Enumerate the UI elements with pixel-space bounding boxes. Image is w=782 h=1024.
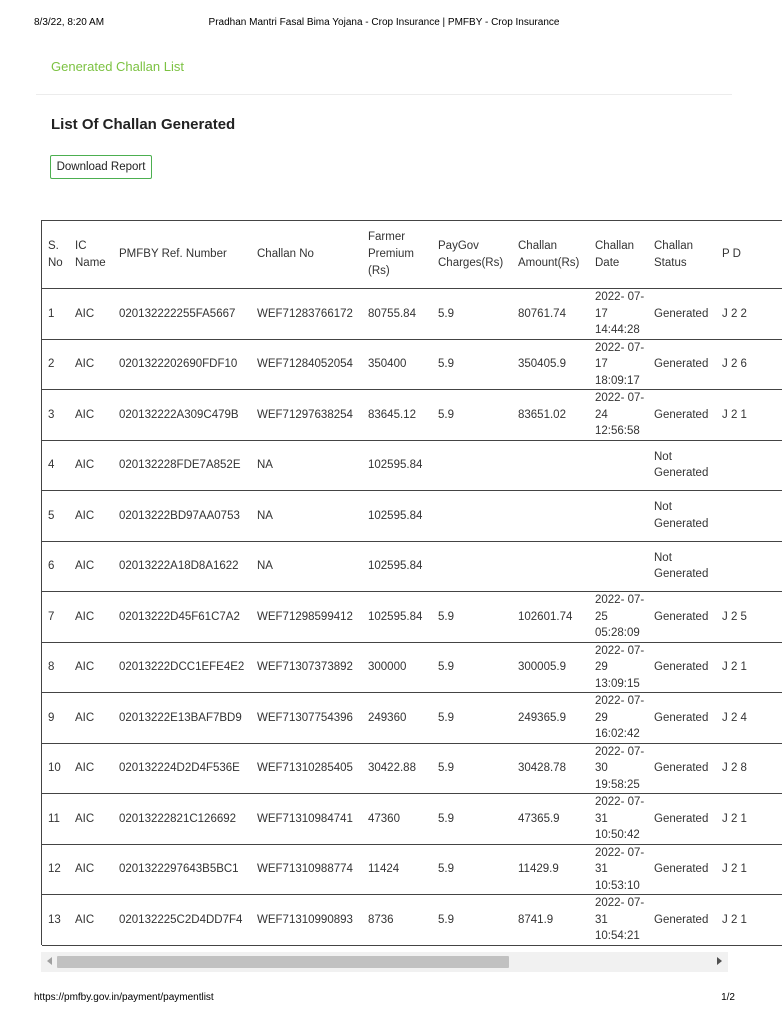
table-row: [42, 592, 782, 643]
challan-date-cell: 2022- 07-31 10:50:42: [589, 794, 648, 845]
column-header: S. No: [42, 221, 69, 289]
challan-date-cell: 2022- 07-29 13:09:15: [589, 642, 648, 693]
challan-no-cell: NA: [251, 541, 362, 592]
ic-name-cell: AIC: [69, 895, 113, 946]
farmer-premium-cell: 8736: [362, 895, 432, 946]
ref-number-cell: 020132222255FA5667: [113, 289, 251, 340]
table-row: [42, 693, 782, 744]
serial-number-cell: 4: [42, 440, 69, 491]
column-header: Farmer Premium (Rs): [362, 221, 432, 289]
challan-amount-cell: [512, 491, 589, 542]
payment-date-cell: [716, 440, 782, 491]
challan-table-container[interactable]: [41, 220, 747, 945]
divider: [36, 94, 732, 95]
column-header: Challan Date: [589, 221, 648, 289]
challan-amount-cell: 102601.74: [512, 592, 589, 643]
paygov-charges-cell: 5.9: [432, 390, 512, 441]
payment-date-cell: J 2 1: [716, 844, 782, 895]
challan-status-cell: Generated: [648, 592, 716, 643]
ic-name-cell: AIC: [69, 289, 113, 340]
farmer-premium-cell: 30422.88: [362, 743, 432, 794]
farmer-premium-cell: 80755.84: [362, 289, 432, 340]
challan-no-cell: WEF71310988774: [251, 844, 362, 895]
serial-number-cell: 1: [42, 289, 69, 340]
ref-number-cell: 020132224D2D4F536E: [113, 743, 251, 794]
ref-number-cell: 0201322202690FDF10: [113, 339, 251, 390]
ic-name-cell: AIC: [69, 440, 113, 491]
page-title: List Of Challan Generated: [51, 116, 236, 133]
paygov-charges-cell: 5.9: [432, 743, 512, 794]
challan-no-cell: WEF71310984741: [251, 794, 362, 845]
paygov-charges-cell: 5.9: [432, 844, 512, 895]
serial-number-cell: 9: [42, 693, 69, 744]
farmer-premium-cell: 102595.84: [362, 541, 432, 592]
table-row: [42, 289, 782, 340]
challan-table: [42, 220, 782, 946]
challan-date-cell: [589, 541, 648, 592]
challan-date-cell: [589, 440, 648, 491]
challan-amount-cell: 11429.9: [512, 844, 589, 895]
challan-no-cell: NA: [251, 440, 362, 491]
challan-amount-cell: 80761.74: [512, 289, 589, 340]
challan-status-cell: Generated: [648, 794, 716, 845]
payment-date-cell: [716, 491, 782, 542]
challan-amount-cell: 350405.9: [512, 339, 589, 390]
serial-number-cell: 13: [42, 895, 69, 946]
challan-no-cell: WEF71310990893: [251, 895, 362, 946]
challan-status-cell: Not Generated: [648, 491, 716, 542]
challan-no-cell: WEF71283766172: [251, 289, 362, 340]
table-row: [42, 491, 782, 542]
challan-status-cell: Generated: [648, 693, 716, 744]
ic-name-cell: AIC: [69, 592, 113, 643]
column-header: P D: [716, 221, 782, 289]
challan-date-cell: 2022- 07-17 18:09:17: [589, 339, 648, 390]
ic-name-cell: AIC: [69, 390, 113, 441]
payment-date-cell: J 2 1: [716, 642, 782, 693]
ic-name-cell: AIC: [69, 541, 113, 592]
ic-name-cell: AIC: [69, 743, 113, 794]
ref-number-cell: 02013222DCC1EFE4E2: [113, 642, 251, 693]
challan-status-cell: Generated: [648, 390, 716, 441]
paygov-charges-cell: [432, 541, 512, 592]
challan-no-cell: WEF71307754396: [251, 693, 362, 744]
scrollbar-thumb[interactable]: [57, 956, 509, 968]
payment-date-cell: J 2 5: [716, 592, 782, 643]
print-page-number: 1/2: [721, 992, 735, 1003]
column-header: PayGov Charges(Rs): [432, 221, 512, 289]
challan-date-cell: 2022- 07-25 05:28:09: [589, 592, 648, 643]
payment-date-cell: J 2 4: [716, 693, 782, 744]
table-row: [42, 895, 782, 946]
paygov-charges-cell: 5.9: [432, 592, 512, 643]
ref-number-cell: 0201322297643B5BC1: [113, 844, 251, 895]
column-header: PMFBY Ref. Number: [113, 221, 251, 289]
print-datetime: 8/3/22, 8:20 AM: [34, 17, 105, 28]
ic-name-cell: AIC: [69, 339, 113, 390]
ref-number-cell: 02013222A18D8A1622: [113, 541, 251, 592]
paygov-charges-cell: 5.9: [432, 794, 512, 845]
ref-number-cell: 020132222A309C479B: [113, 390, 251, 441]
challan-date-cell: 2022- 07-31 10:53:10: [589, 844, 648, 895]
column-header: Challan Amount(Rs): [512, 221, 589, 289]
payment-date-cell: J 2 1: [716, 895, 782, 946]
paygov-charges-cell: 5.9: [432, 339, 512, 390]
paygov-charges-cell: 5.9: [432, 693, 512, 744]
challan-amount-cell: [512, 440, 589, 491]
table-row: [42, 743, 782, 794]
column-header: IC Name: [69, 221, 113, 289]
serial-number-cell: 8: [42, 642, 69, 693]
table-header-row: [42, 221, 782, 289]
challan-date-cell: 2022- 07-24 12:56:58: [589, 390, 648, 441]
challan-status-cell: Generated: [648, 844, 716, 895]
farmer-premium-cell: 102595.84: [362, 592, 432, 643]
serial-number-cell: 3: [42, 390, 69, 441]
paygov-charges-cell: 5.9: [432, 289, 512, 340]
serial-number-cell: 12: [42, 844, 69, 895]
challan-no-cell: NA: [251, 491, 362, 542]
farmer-premium-cell: 102595.84: [362, 440, 432, 491]
paygov-charges-cell: 5.9: [432, 642, 512, 693]
print-url: https://pmfby.gov.in/payment/paymentlist: [34, 992, 214, 1003]
table-row: [42, 844, 782, 895]
challan-status-cell: Generated: [648, 743, 716, 794]
ic-name-cell: AIC: [69, 844, 113, 895]
challan-date-cell: 2022- 07-30 19:58:25: [589, 743, 648, 794]
farmer-premium-cell: 47360: [362, 794, 432, 845]
payment-date-cell: J 2 6: [716, 339, 782, 390]
ref-number-cell: 02013222BD97AA0753: [113, 491, 251, 542]
challan-amount-cell: 30428.78: [512, 743, 589, 794]
challan-amount-cell: 300005.9: [512, 642, 589, 693]
challan-status-cell: Generated: [648, 339, 716, 390]
table-row: [42, 541, 782, 592]
download-report-button[interactable]: Download Report: [50, 155, 152, 179]
ref-number-cell: 02013222821C126692: [113, 794, 251, 845]
challan-status-cell: Generated: [648, 895, 716, 946]
print-page-title: Pradhan Mantri Fasal Bima Yojana - Crop Insurance | PMFBY - Crop Insurance: [208, 17, 560, 28]
ref-number-cell: 020132228FDE7A852E: [113, 440, 251, 491]
paygov-charges-cell: [432, 491, 512, 542]
column-header: Challan Status: [648, 221, 716, 289]
challan-amount-cell: 83651.02: [512, 390, 589, 441]
table-row: [42, 794, 782, 845]
challan-amount-cell: 47365.9: [512, 794, 589, 845]
serial-number-cell: 6: [42, 541, 69, 592]
serial-number-cell: 11: [42, 794, 69, 845]
challan-date-cell: 2022- 07-31 10:54:21: [589, 895, 648, 946]
challan-amount-cell: 249365.9: [512, 693, 589, 744]
challan-no-cell: WEF71307373892: [251, 642, 362, 693]
challan-no-cell: WEF71310285405: [251, 743, 362, 794]
challan-status-cell: Generated: [648, 642, 716, 693]
challan-date-cell: [589, 491, 648, 542]
ic-name-cell: AIC: [69, 693, 113, 744]
table-row: [42, 339, 782, 390]
payment-date-cell: J 2 8: [716, 743, 782, 794]
paygov-charges-cell: 5.9: [432, 895, 512, 946]
serial-number-cell: 5: [42, 491, 69, 542]
challan-date-cell: 2022- 07-29 16:02:42: [589, 693, 648, 744]
farmer-premium-cell: 300000: [362, 642, 432, 693]
challan-status-cell: Not Generated: [648, 541, 716, 592]
farmer-premium-cell: 249360: [362, 693, 432, 744]
payment-date-cell: J 2 1: [716, 390, 782, 441]
challan-status-cell: Generated: [648, 289, 716, 340]
farmer-premium-cell: 350400: [362, 339, 432, 390]
column-header: Challan No: [251, 221, 362, 289]
paygov-charges-cell: [432, 440, 512, 491]
challan-no-cell: WEF71298599412: [251, 592, 362, 643]
print-header: [0, 17, 768, 33]
ic-name-cell: AIC: [69, 491, 113, 542]
table-row: [42, 642, 782, 693]
challan-date-cell: 2022- 07-17 14:44:28: [589, 289, 648, 340]
serial-number-cell: 10: [42, 743, 69, 794]
challan-amount-cell: 8741.9: [512, 895, 589, 946]
ref-number-cell: 02013222D45F61C7A2: [113, 592, 251, 643]
ref-number-cell: 02013222E13BAF7BD9: [113, 693, 251, 744]
payment-date-cell: [716, 541, 782, 592]
farmer-premium-cell: 83645.12: [362, 390, 432, 441]
farmer-premium-cell: 11424: [362, 844, 432, 895]
ic-name-cell: AIC: [69, 794, 113, 845]
scroll-left-arrow-icon[interactable]: [47, 957, 52, 965]
challan-amount-cell: [512, 541, 589, 592]
serial-number-cell: 7: [42, 592, 69, 643]
challan-no-cell: WEF71297638254: [251, 390, 362, 441]
breadcrumb-generated-challan-list[interactable]: Generated Challan List: [51, 59, 184, 74]
serial-number-cell: 2: [42, 339, 69, 390]
payment-date-cell: J 2 1: [716, 794, 782, 845]
challan-status-cell: Not Generated: [648, 440, 716, 491]
scroll-right-arrow-icon[interactable]: [717, 957, 722, 965]
horizontal-scrollbar[interactable]: [41, 952, 728, 972]
challan-no-cell: WEF71284052054: [251, 339, 362, 390]
table-row: [42, 440, 782, 491]
table-row: [42, 390, 782, 441]
payment-date-cell: J 2 2: [716, 289, 782, 340]
ic-name-cell: AIC: [69, 642, 113, 693]
farmer-premium-cell: 102595.84: [362, 491, 432, 542]
ref-number-cell: 020132225C2D4DD7F4: [113, 895, 251, 946]
